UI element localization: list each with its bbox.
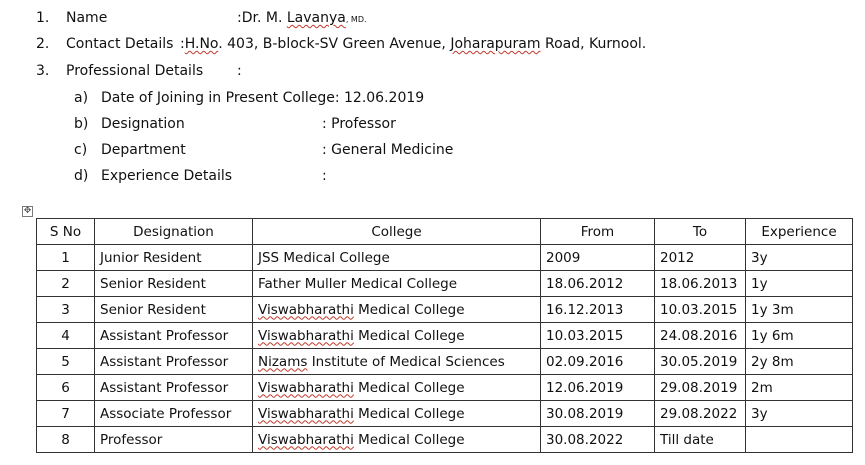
table-move-handle-icon[interactable]: ✥ bbox=[23, 206, 32, 216]
cell-experience: 2y 8m bbox=[746, 349, 853, 375]
cell-designation: Assistant Professor bbox=[95, 375, 253, 401]
cell-college bbox=[253, 271, 541, 297]
name-value: :Dr. M. Lavanya, MD. bbox=[237, 10, 367, 26]
experience-label: Experience Details bbox=[101, 168, 233, 184]
college-name-part: Nizams bbox=[258, 353, 308, 370]
cell-experience bbox=[746, 427, 853, 453]
cell-to: 18.06.2013 bbox=[655, 271, 746, 297]
cell-experience: 3y bbox=[746, 245, 853, 271]
cell-college bbox=[253, 245, 541, 271]
experience-table bbox=[36, 218, 853, 453]
sub-letter: c) bbox=[74, 142, 88, 158]
college-name-rest: Institute of Medical Sciences bbox=[307, 353, 505, 370]
cell-from: 12.06.2019 bbox=[541, 375, 655, 401]
cell-experience: 1y bbox=[746, 271, 853, 297]
cell-designation: Assistant Professor bbox=[95, 349, 253, 375]
cell-to: 2012 bbox=[655, 245, 746, 271]
cell-college bbox=[253, 323, 541, 349]
cell-from: 16.12.2013 bbox=[541, 297, 655, 323]
cell-to: 10.03.2015 bbox=[655, 297, 746, 323]
item-number: 3. bbox=[36, 63, 50, 79]
cell-college bbox=[253, 297, 541, 323]
designation-label: Designation bbox=[101, 116, 185, 132]
table-row bbox=[37, 323, 853, 349]
cell-designation: Senior Resident bbox=[95, 297, 253, 323]
header-college: College bbox=[253, 219, 541, 245]
college-name-rest: Medical College bbox=[353, 327, 465, 344]
cell-designation: Associate Professor bbox=[95, 401, 253, 427]
cell-to: 24.08.2016 bbox=[655, 323, 746, 349]
cell-to: Till date bbox=[655, 427, 746, 453]
cell-from: 2009 bbox=[541, 245, 655, 271]
cell-from: 10.03.2015 bbox=[541, 323, 655, 349]
item-number: 1. bbox=[36, 10, 50, 26]
cell-to: 29.08.2022 bbox=[655, 401, 746, 427]
cell-from: 30.08.2019 bbox=[541, 401, 655, 427]
header-designation: Designation bbox=[95, 219, 253, 245]
professional-label: Professional Details bbox=[66, 63, 204, 79]
experience-colon: : bbox=[322, 168, 327, 184]
cell-sno: 8 bbox=[37, 427, 95, 453]
college-name-rest: Medical College bbox=[353, 379, 465, 396]
table-row bbox=[37, 401, 853, 427]
cell-designation: Junior Resident bbox=[95, 245, 253, 271]
contact-value: :H.No. 403, B-block-SV Green Avenue, Joharapuram Road, Kurnool. bbox=[180, 36, 647, 52]
cell-sno: 5 bbox=[37, 349, 95, 375]
header-from: From bbox=[541, 219, 655, 245]
college-name-part: Viswabharathi bbox=[258, 405, 354, 422]
cell-college bbox=[253, 375, 541, 401]
cell-college bbox=[253, 427, 541, 453]
cell-experience: 3y bbox=[746, 401, 853, 427]
department-label: Department bbox=[101, 142, 186, 158]
cell-from: 18.06.2012 bbox=[541, 271, 655, 297]
designation-value: : Professor bbox=[322, 116, 396, 132]
cell-sno: 4 bbox=[37, 323, 95, 349]
college-name-rest: Medical College bbox=[353, 301, 465, 318]
header-sno: S No bbox=[37, 219, 95, 245]
contact-label: Contact Details bbox=[66, 36, 174, 52]
item-number: 2. bbox=[36, 36, 50, 52]
cell-sno: 3 bbox=[37, 297, 95, 323]
college-name-rest: JSS Medical College bbox=[258, 249, 390, 266]
table-row bbox=[37, 271, 853, 297]
sub-letter: d) bbox=[74, 168, 89, 184]
cell-experience: 1y 3m bbox=[746, 297, 853, 323]
college-name-rest: Father Muller Medical College bbox=[258, 275, 458, 292]
cell-sno: 7 bbox=[37, 401, 95, 427]
table-header-row bbox=[37, 219, 853, 245]
cell-experience: 2m bbox=[746, 375, 853, 401]
cell-designation: Professor bbox=[95, 427, 253, 453]
college-name-rest: Medical College bbox=[353, 405, 465, 422]
college-name-part: Viswabharathi bbox=[258, 301, 354, 318]
name-label: Name bbox=[66, 10, 108, 26]
cell-from: 30.08.2022 bbox=[541, 427, 655, 453]
college-name-rest: Medical College bbox=[353, 431, 465, 448]
table-row bbox=[37, 349, 853, 375]
sub-letter: b) bbox=[74, 116, 89, 132]
cell-designation: Assistant Professor bbox=[95, 323, 253, 349]
professional-colon: : bbox=[237, 63, 242, 79]
table-row bbox=[37, 245, 853, 271]
cell-from: 02.09.2016 bbox=[541, 349, 655, 375]
college-name-part: Viswabharathi bbox=[258, 327, 354, 344]
cell-sno: 1 bbox=[37, 245, 95, 271]
cell-designation: Senior Resident bbox=[95, 271, 253, 297]
cell-to: 29.08.2019 bbox=[655, 375, 746, 401]
college-name-part: Viswabharathi bbox=[258, 431, 354, 448]
cell-sno: 6 bbox=[37, 375, 95, 401]
joining-text: Date of Joining in Present College: 12.06.2019 bbox=[101, 90, 425, 106]
sub-letter: a) bbox=[74, 90, 89, 106]
department-value: : General Medicine bbox=[322, 142, 454, 158]
table-row bbox=[37, 375, 853, 401]
header-experience: Experience bbox=[746, 219, 853, 245]
header-to: To bbox=[655, 219, 746, 245]
table-row bbox=[37, 297, 853, 323]
college-name-part: Viswabharathi bbox=[258, 379, 354, 396]
cell-experience: 1y 6m bbox=[746, 323, 853, 349]
cell-sno: 2 bbox=[37, 271, 95, 297]
cell-to: 30.05.2019 bbox=[655, 349, 746, 375]
table-row bbox=[37, 427, 853, 453]
cell-college bbox=[253, 349, 541, 375]
cell-college bbox=[253, 401, 541, 427]
